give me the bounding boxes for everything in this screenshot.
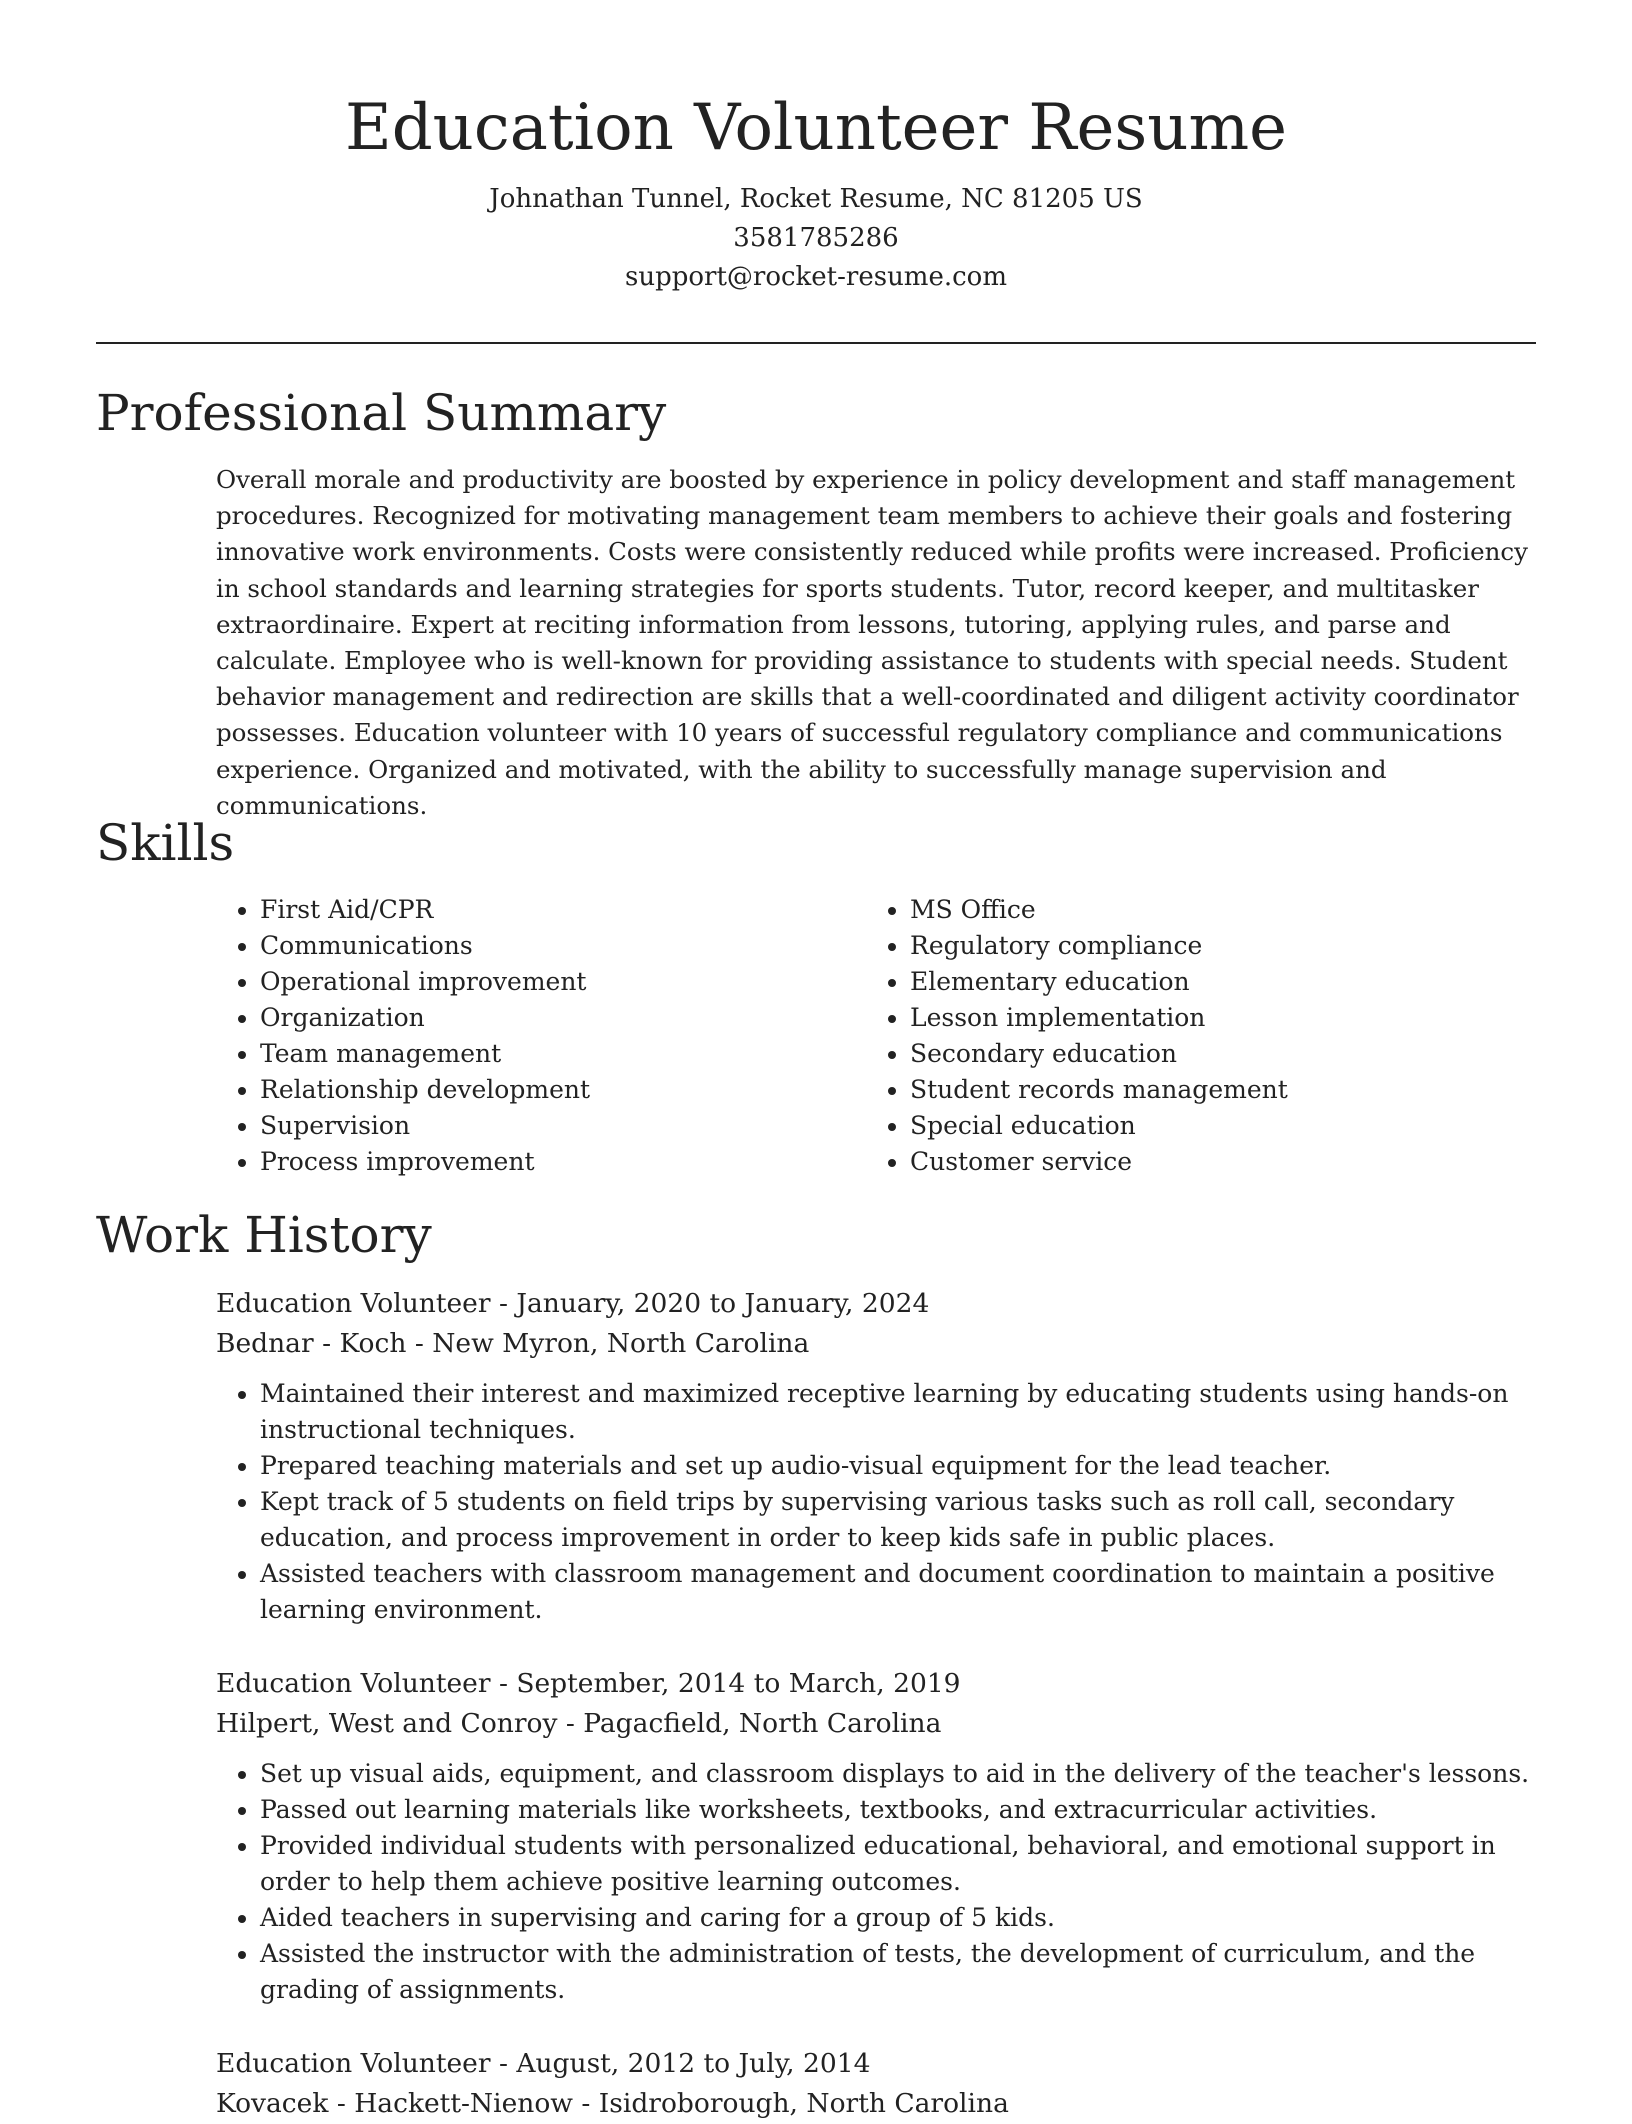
job-duties-list <box>216 1756 1546 2008</box>
summary-text: Overall morale and productivity are boosted by experience in policy development and staff management procedures. Recognized for motivating management team members to achieve their goals and fostering innovative work environments. Costs were consistently reduced while profits were increased. Proficiency in school standards and learning strategies for sports students. Tutor, record keeper, and multitasker extraordinaire. Expert at reciting information from lessons, tutoring, applying rules, and parse and calculate. Employee who is well-known for providing assistance to students with special needs. Student behavior management and redirection are skills that a well-coordinated and diligent activity coordinator possesses. Education volunteer with 10 years of successful regulatory compliance and communications experience. Organized and motivated, with the ability to successfully manage supervision and communications. <box>216 465 1528 820</box>
skill-item: • Supervision <box>260 1108 590 1144</box>
skill-item: • Relationship development <box>260 1072 590 1108</box>
job-duty: • Assisted teachers with classroom management and document coordination to maintain a positive learning environment. <box>260 1556 1546 1628</box>
skill-item: • Lesson implementation <box>910 1000 1288 1036</box>
job-entry-1 <box>216 1284 1546 1628</box>
job-duty: • Assisted the instructor with the administration of tests, the development of curriculum, and the grading of assignments. <box>260 1936 1546 2008</box>
work-history-heading: Work History <box>96 1206 432 1264</box>
header-divider <box>96 342 1536 344</box>
skills-list-left <box>216 892 590 1180</box>
summary-heading: Professional Summary <box>96 384 667 442</box>
job-title-dates: Education Volunteer - August, 2012 to July, 2014 <box>216 2048 871 2079</box>
job-duty: • Provided individual students with personalized educational, behavioral, and emotional support in order to help them achieve positive learning outcomes. <box>260 1828 1546 1900</box>
contact-address: Johnathan Tunnel, Rocket Resume, NC 81205 US <box>489 184 1143 214</box>
job-employer-location: Hilpert, West and Conroy - Pagacfield, North Carolina <box>216 1708 942 1739</box>
contact-block <box>0 180 1632 297</box>
job-duty: • Kept track of 5 students on field trips by supervising various tasks such as roll call, secondary education, and process improvement in order to keep kids safe in public places. <box>260 1484 1546 1556</box>
skill-item: • Customer service <box>910 1144 1288 1180</box>
job-duty: • Aided teachers in supervising and caring for a group of 5 kids. <box>260 1900 1546 1936</box>
job-duty: • Prepared teaching materials and set up audio-visual equipment for the lead teacher. <box>260 1448 1546 1484</box>
skill-item: • Elementary education <box>910 964 1288 1000</box>
skill-item: • Secondary education <box>910 1036 1288 1072</box>
skill-item: • Organization <box>260 1000 590 1036</box>
skill-item: • Regulatory compliance <box>910 928 1288 964</box>
job-title-dates: Education Volunteer - January, 2020 to January, 2024 <box>216 1288 930 1319</box>
skill-item: • Operational improvement <box>260 964 590 1000</box>
job-entry-3 <box>216 2044 1546 2124</box>
skills-heading: Skills <box>96 814 235 872</box>
job-duty: • Set up visual aids, equipment, and classroom displays to aid in the delivery of the teacher's lessons. <box>260 1756 1546 1792</box>
skill-item: • First Aid/CPR <box>260 892 590 928</box>
skill-item: • MS Office <box>910 892 1288 928</box>
skill-item: • Team management <box>260 1036 590 1072</box>
job-title-dates: Education Volunteer - September, 2014 to March, 2019 <box>216 1668 961 1699</box>
skill-item: • Student records management <box>910 1072 1288 1108</box>
skills-list-right <box>866 892 1288 1180</box>
resume-header <box>0 80 1632 297</box>
resume-title: Education Volunteer Resume <box>344 91 1288 165</box>
job-duty: • Maintained their interest and maximized receptive learning by educating students using hands-on instructional techniques. <box>260 1376 1546 1448</box>
job-employer-location: Kovacek - Hackett-Nienow - Isidroborough, North Carolina <box>216 2088 1009 2119</box>
contact-email: support@rocket-resume.com <box>624 262 1007 292</box>
job-entry-2 <box>216 1664 1546 2008</box>
job-duties-list <box>216 1376 1546 1628</box>
skill-item: • Communications <box>260 928 590 964</box>
skill-item: • Special education <box>910 1108 1288 1144</box>
contact-phone: 3581785286 <box>733 223 899 253</box>
job-employer-location: Bednar - Koch - New Myron, North Carolina <box>216 1328 810 1359</box>
skill-item: • Process improvement <box>260 1144 590 1180</box>
job-duty: • Passed out learning materials like worksheets, textbooks, and extracurricular activities. <box>260 1792 1546 1828</box>
